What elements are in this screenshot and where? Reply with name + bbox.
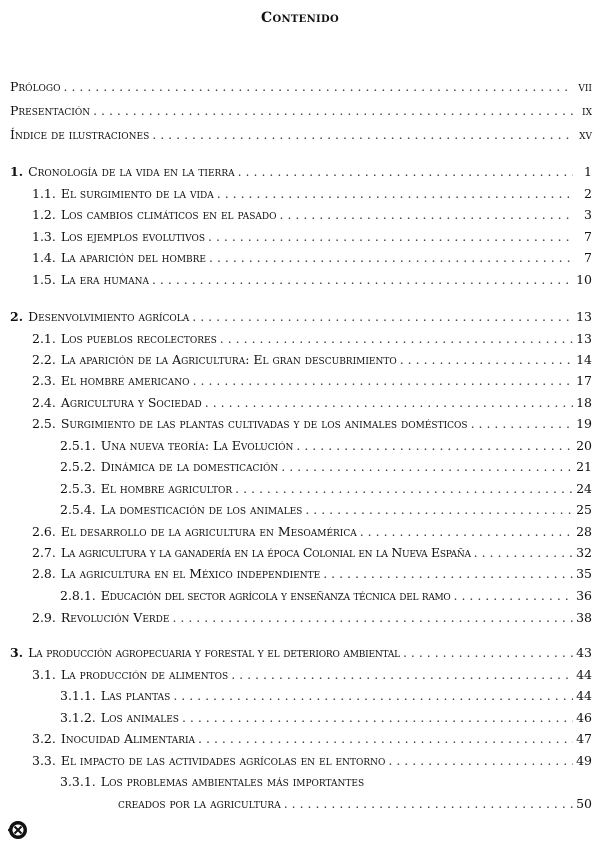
toc-entry-number: 2.5.4. (60, 502, 96, 517)
toc-section-2-3 (32, 373, 592, 389)
dot-leader (182, 710, 573, 726)
toc-section-1-2 (32, 207, 592, 223)
toc-section-2-6 (32, 524, 592, 540)
dot-leader (152, 272, 573, 288)
dot-leader (305, 502, 573, 518)
toc-entry-number: 2.2. (32, 352, 56, 367)
toc-subsection-2-5-3 (60, 481, 592, 497)
dot-leader (193, 373, 573, 389)
dot-leader (360, 524, 573, 540)
dot-leader (388, 753, 573, 769)
dot-leader (474, 545, 573, 561)
toc-entry-label: El impacto de las actividades agrícolas en el entorno (60, 753, 386, 768)
toc-entry-presentacion (10, 103, 592, 119)
toc-entry-label: La agricultura en el México independiente (60, 566, 321, 581)
toc-section-2-2 (32, 352, 592, 368)
dot-leader (238, 164, 573, 180)
toc-entry-label: Dinámica de la domesticación (100, 459, 279, 474)
toc-entry-label: Los cambios climáticos en el pasado (60, 207, 277, 222)
toc-subsection-2-5-2 (60, 459, 592, 475)
toc-entry-label: Prólogo (10, 79, 61, 94)
toc-entry-page: 1 (584, 164, 592, 179)
toc-entry-number: 2.9. (32, 610, 56, 625)
toc-entry-number: 1.5. (32, 272, 56, 287)
toc-entry-page: 18 (576, 395, 592, 410)
toc-entry-page: 13 (576, 309, 592, 324)
toc-entry-label: Los problemas ambientales más importantes (100, 774, 365, 789)
toc-entry-number: 3.3. (32, 753, 56, 768)
toc-entry-number: 2.8.1. (60, 588, 96, 603)
toc-entry-number: 3.1.1. (60, 688, 96, 703)
toc-entry-page: 2 (584, 186, 592, 201)
toc-entry-number: 2.5.2. (60, 459, 96, 474)
toc-entry-number: 2.8. (32, 566, 56, 581)
dot-leader (280, 207, 574, 223)
toc-entry-page: 25 (576, 502, 592, 517)
toc-entry-number: 2.5.1. (60, 438, 96, 453)
toc-section-2-1 (32, 331, 592, 347)
toc-subsection-2-5-4 (60, 502, 592, 518)
toc-entry-page: 46 (576, 710, 592, 725)
dot-leader (454, 588, 573, 604)
toc-entry-page: 14 (576, 352, 592, 367)
toc-entry-number: 3.1.2. (60, 710, 96, 725)
toc-section-2-5 (32, 416, 592, 432)
dot-leader (192, 309, 573, 325)
toc-entry-label: Surgimiento de las plantas cultivadas y de los animales domésticos (60, 416, 468, 431)
toc-entry-page: 28 (576, 524, 592, 539)
toc-entry-page: vii (578, 79, 592, 94)
toc-section-1-1 (32, 186, 592, 202)
dot-leader (93, 103, 573, 119)
toc-entry-label: La aparición de la Agricultura: El gran descubrimiento (60, 352, 397, 367)
toc-entry-label: Los pueblos recolectores (60, 331, 217, 346)
toc-entry-number: 2.5.3. (60, 481, 96, 496)
toc-entry-number: 2.1. (32, 331, 56, 346)
toc-subsection-3-1-2 (60, 710, 592, 726)
toc-entry-number: 3.2. (32, 731, 56, 746)
toc-entry-page: 35 (576, 566, 592, 581)
toc-chapter-2 (10, 309, 592, 325)
toc-entry-number: 1.2. (32, 207, 56, 222)
toc-entry-page: 10 (576, 272, 592, 287)
toc-subsection-3-3-1 (60, 774, 592, 790)
dot-leader (209, 250, 573, 266)
toc-section-1-5 (32, 272, 592, 288)
dot-leader (64, 79, 574, 95)
toc-entry-label: Los animales (100, 710, 179, 725)
toc-subsection-2-8-1 (60, 588, 592, 604)
toc-entry-page: 7 (584, 229, 592, 244)
toc-entry-label: La domesticación de los animales (100, 502, 303, 517)
dot-leader (284, 796, 573, 812)
toc-entry-page: 21 (576, 459, 592, 474)
toc-subsection-3-3-1-continued (118, 796, 592, 812)
toc-entry-label: El hombre americano (60, 373, 190, 388)
toc-section-2-7 (32, 545, 592, 561)
toc-section-2-9 (32, 610, 592, 626)
toc-entry-page: 49 (576, 753, 592, 768)
toc-entry-page: 13 (576, 331, 592, 346)
toc-entry-page: 24 (576, 481, 592, 496)
toc-entry-label: Presentación (10, 103, 91, 118)
toc-entry-label: Los ejemplos evolutivos (60, 229, 205, 244)
toc-entry-label: La agricultura y la ganadería en la época Colonial en la Nueva España (60, 545, 471, 560)
toc-entry-page: 50 (576, 796, 592, 811)
toc-entry-label: La producción agropecuaria y forestal y el deterioro ambiental (28, 645, 400, 660)
dot-leader (208, 229, 573, 245)
toc-entry-label: La producción de alimentos (60, 667, 229, 682)
toc-subsection-2-5-1 (60, 438, 592, 454)
seal-logo-icon (8, 820, 28, 840)
dot-leader (231, 667, 573, 683)
toc-entry-label: Desenvolvimiento agrícola (28, 309, 190, 324)
toc-entry-number: 3.3.1. (60, 774, 96, 789)
toc-entry-label: Índice de ilustraciones (10, 127, 150, 142)
toc-entry-label: Revolución Verde (60, 610, 170, 625)
toc-subsection-3-1-1 (60, 688, 592, 704)
toc-entry-page: 32 (576, 545, 592, 560)
toc-entry-page: ix (582, 103, 592, 118)
toc-entry-page: 7 (584, 250, 592, 265)
toc-section-1-4 (32, 250, 592, 266)
toc-entry-number: 2.6. (32, 524, 56, 539)
dot-leader (296, 438, 573, 454)
toc-entry-number: 1. (10, 164, 24, 179)
toc-entry-label: El desarrollo de la agricultura en Mesoamérica (60, 524, 357, 539)
toc-entry-label: La era humana (60, 272, 149, 287)
dot-leader (281, 459, 573, 475)
dot-leader (471, 416, 573, 432)
toc-entry-number: 2.7. (32, 545, 56, 560)
toc-entry-label: Una nueva teoría: La Evolución (100, 438, 294, 453)
dot-leader (173, 688, 573, 704)
toc-chapter-1 (10, 164, 592, 180)
dot-leader (400, 352, 573, 368)
dot-leader (235, 481, 573, 497)
toc-entry-page: 20 (576, 438, 592, 453)
toc-entry-number: 1.4. (32, 250, 56, 265)
toc-entry-label: La aparición del hombre (60, 250, 206, 265)
toc-entry-number: 3. (10, 645, 24, 660)
toc-entry-page: 43 (576, 645, 592, 660)
toc-section-3-3 (32, 753, 592, 769)
toc-chapter-3 (10, 645, 592, 661)
page-title: Contenido (261, 10, 339, 26)
toc-entry-label: El hombre agricultor (100, 481, 233, 496)
toc-entry-number: 1.3. (32, 229, 56, 244)
toc-entry-label: Agricultura y Sociedad (60, 395, 202, 410)
toc-entry-number: 2. (10, 309, 24, 324)
toc-entry-label: Las plantas (100, 688, 171, 703)
toc-entry-label: El surgimiento de la vida (60, 186, 214, 201)
toc-entry-number: 1.1. (32, 186, 56, 201)
toc-entry-page: 38 (576, 610, 592, 625)
toc-entry-label: Educación del sector agrícola y enseñanza técnica del ramo (100, 588, 451, 603)
toc-section-1-3 (32, 229, 592, 245)
dot-leader (152, 127, 573, 143)
toc-entry-number: 2.3. (32, 373, 56, 388)
toc-entry-indice-ilustraciones (10, 127, 592, 143)
toc-section-3-2 (32, 731, 592, 747)
toc-entry-page: 17 (576, 373, 592, 388)
toc-entry-page: xv (579, 127, 592, 142)
dot-leader (217, 186, 573, 202)
toc-entry-number: 2.5. (32, 416, 56, 431)
toc-entry-label: creados por la agricultura (118, 796, 281, 811)
dot-leader (323, 566, 573, 582)
toc-section-2-4 (32, 395, 592, 411)
toc-entry-page: 19 (576, 416, 592, 431)
toc-entry-page: 47 (576, 731, 592, 746)
toc-entry-label: Inocuidad Alimentaria (60, 731, 196, 746)
dot-leader (205, 395, 573, 411)
toc-entry-page: 44 (576, 667, 592, 682)
toc-section-3-1 (32, 667, 592, 683)
toc-entry-label: Cronología de la vida en la tierra (28, 164, 235, 179)
toc-section-2-8 (32, 566, 592, 582)
toc-entry-prologo (10, 79, 592, 95)
dot-leader (403, 645, 573, 661)
toc-entry-page: 36 (576, 588, 592, 603)
toc-entry-page: 3 (584, 207, 592, 222)
dot-leader (172, 610, 573, 626)
toc-entry-number: 2.4. (32, 395, 56, 410)
toc-entry-number: 3.1. (32, 667, 56, 682)
toc-entry-page: 44 (576, 688, 592, 703)
dot-leader (220, 331, 573, 347)
dot-leader (198, 731, 573, 747)
